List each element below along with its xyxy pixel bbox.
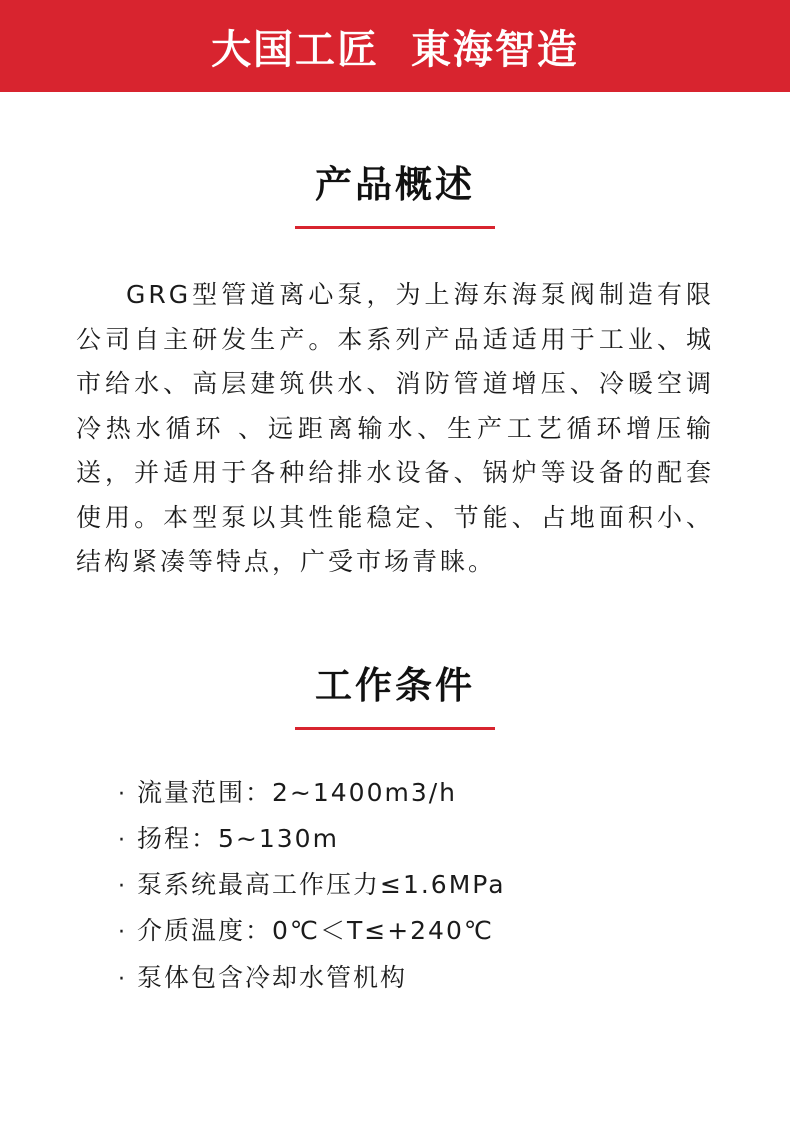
bullet-icon: ·	[118, 920, 127, 946]
section-working-conditions	[0, 655, 790, 1001]
bullet-icon: ·	[118, 966, 127, 992]
list-item	[118, 862, 750, 908]
overview-heading-block	[40, 154, 750, 229]
bullet-icon: ·	[118, 781, 127, 807]
list-item	[118, 955, 750, 1001]
overview-heading: 产品概述	[315, 163, 475, 206]
conditions-heading: 工作条件	[315, 663, 475, 707]
section-product-overview	[0, 154, 790, 585]
list-item-label: 泵系统最高工作压力≤1.6MPa	[137, 870, 506, 899]
list-item-label: 流量范围：2~1400m3/h	[137, 777, 458, 807]
overview-paragraph: GRG型管道离心泵，为上海东海泵阀制造有限公司自主研发生产。本系列产品适适用于工业、城市给水、高层建筑供水、消防管道增压、冷暖空调冷热水循环 、远距离输水、生产工艺循环增压输送，并适用于各种给排水设备、锅炉等设备的配套使用。本型泵以其性能稳定、节能、占地面积小、结构紧凑等特点，广受市场青睐。	[76, 280, 714, 576]
conditions-heading-block	[40, 655, 750, 730]
list-item-label: 泵体包含冷却水管机构	[137, 962, 408, 992]
top-banner	[0, 0, 790, 92]
conditions-heading-rule	[295, 727, 495, 730]
bullet-icon: ·	[118, 827, 127, 853]
list-item	[118, 770, 750, 816]
list-item	[118, 908, 750, 954]
bullet-icon: ·	[118, 874, 127, 899]
list-item-label: 介质温度：0℃＜T≤+240℃	[137, 916, 494, 946]
list-item	[118, 816, 750, 862]
overview-heading-rule	[295, 226, 495, 229]
list-item-label: 扬程：5~130m	[137, 823, 339, 853]
banner-title: 大国工匠 東海智造	[211, 26, 579, 73]
working-conditions-list	[40, 770, 750, 1001]
